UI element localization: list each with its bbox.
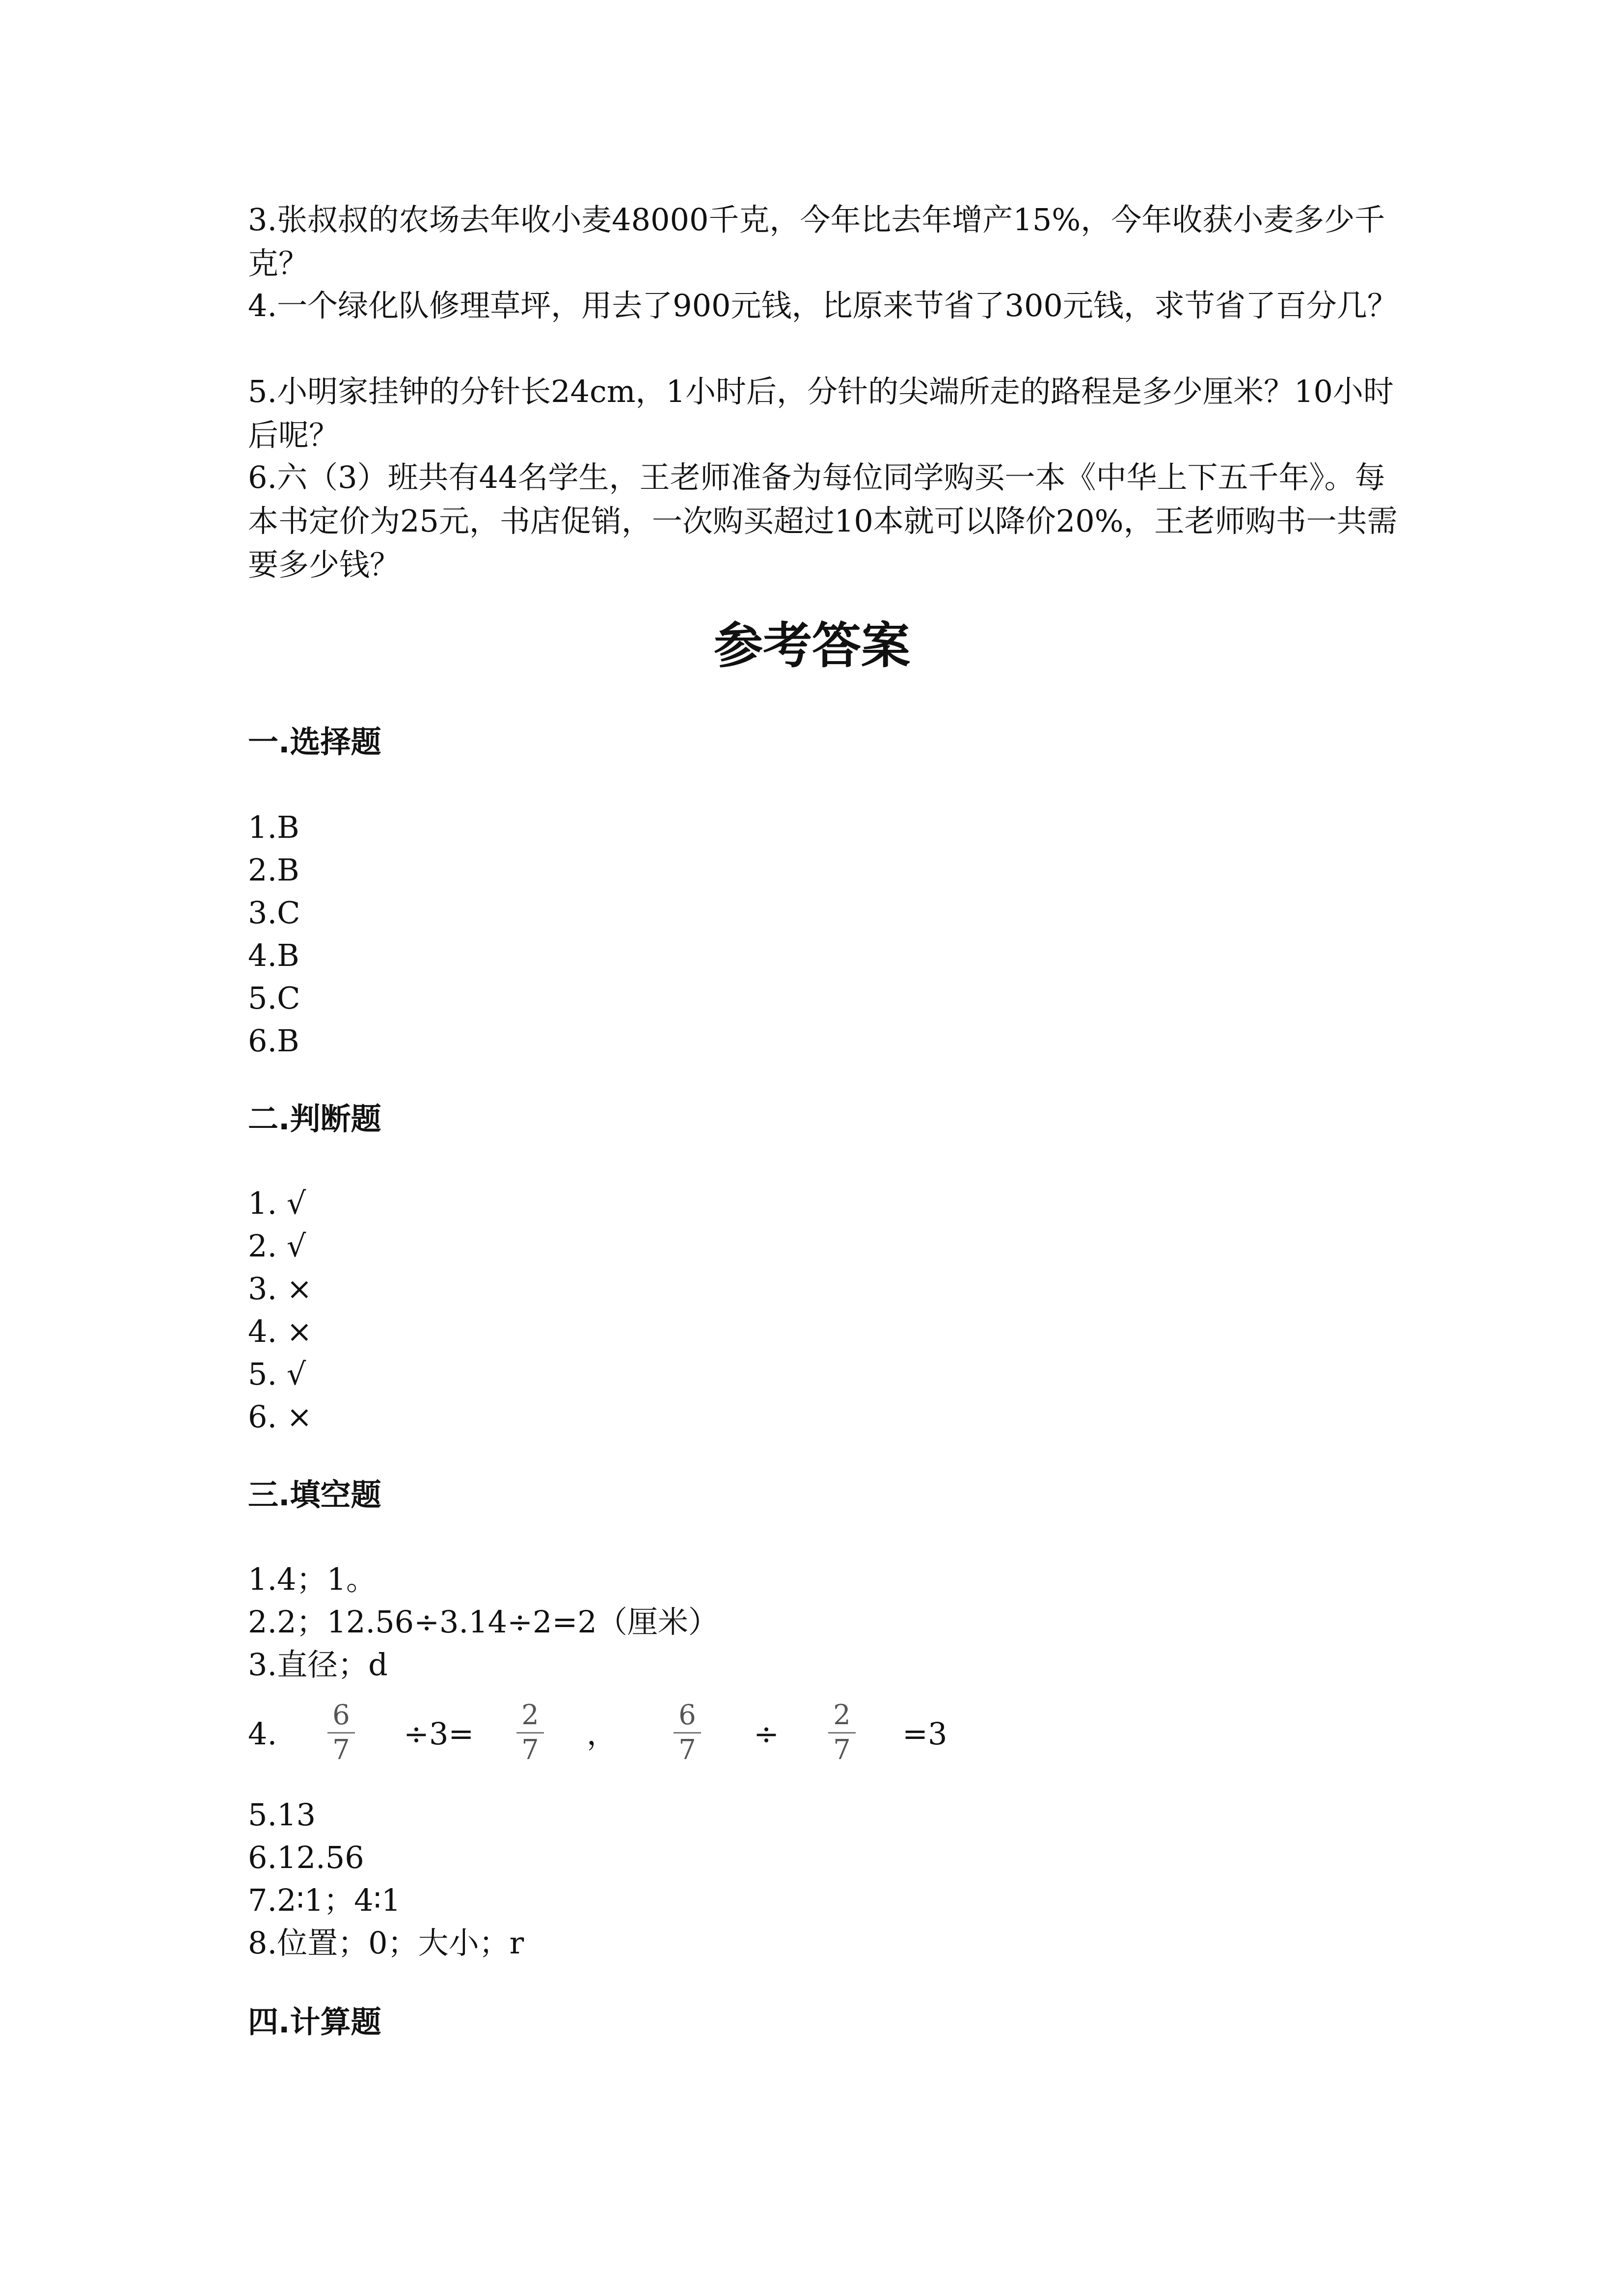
operator: ÷3= <box>404 1716 474 1752</box>
judge-answer: 2. √ <box>248 1228 306 1264</box>
fill-answer: 5.13 <box>248 1797 316 1833</box>
judge-answer: 1. √ <box>248 1185 306 1221</box>
section-heading-fill: 三.填空题 <box>248 1477 381 1513</box>
problem-4: 4.一个绿化队修理草坪，用去了900元钱，比原来节省了300元钱，求节省了百分几？ <box>248 288 1398 323</box>
fraction: 2 7 <box>827 1701 857 1765</box>
fraction: 6 7 <box>326 1701 356 1765</box>
problem-5: 5.小明家挂钟的分针长24cm，1小时后，分针的尖端所走的路程是多少厘米？10小时后呢？ <box>248 374 1394 453</box>
choice-answer: 5.C <box>248 980 300 1016</box>
judge-answer: 4. × <box>248 1313 312 1349</box>
comma: ， <box>587 1716 618 1752</box>
fill-answer: 1.4；1。 <box>248 1561 377 1597</box>
section-heading-calc: 四.计算题 <box>248 2004 381 2040</box>
fill-answer: 2.2；12.56÷3.14÷2=2（厘米） <box>248 1604 719 1640</box>
problem-3: 3.张叔叔的农场去年收小麦48000千克，今年比去年增产15%，今年收获小麦多少千克？ <box>248 202 1385 281</box>
choice-answer: 6.B <box>248 1023 299 1059</box>
operator: ÷ <box>754 1716 779 1752</box>
judge-answer: 5. √ <box>248 1356 306 1392</box>
choice-answer: 1.B <box>248 809 299 845</box>
fraction: 2 7 <box>515 1701 545 1765</box>
section-heading-judge: 二.判断题 <box>248 1101 381 1137</box>
choice-answer: 3.C <box>248 895 300 931</box>
fill-answer: 8.位置；0；大小；r <box>248 1925 524 1961</box>
item-label: 4. <box>248 1716 277 1752</box>
section-heading-choice: 一.选择题 <box>248 724 381 760</box>
fraction: 6 7 <box>673 1701 702 1765</box>
result: =3 <box>902 1716 947 1752</box>
judge-answer: 6. × <box>248 1399 312 1435</box>
answer-title: 参考答案 <box>714 616 910 674</box>
choice-answer: 2.B <box>248 852 299 888</box>
choice-answer: 4.B <box>248 937 299 973</box>
problem-6: 6.六（3）班共有44名学生，王老师准备为每位同学购买一本《中华上下五千年》。每本书定价为25元，书店促销，一次购买超过10本就可以降价20%，王老师购书一共需要多少钱？ <box>248 459 1398 583</box>
fill-answer: 7.2∶1；4∶1 <box>248 1882 401 1918</box>
fill-answer: 3.直径；d <box>248 1647 388 1682</box>
fill-answer: 6.12.56 <box>248 1840 364 1875</box>
judge-answer: 3. × <box>248 1271 312 1307</box>
